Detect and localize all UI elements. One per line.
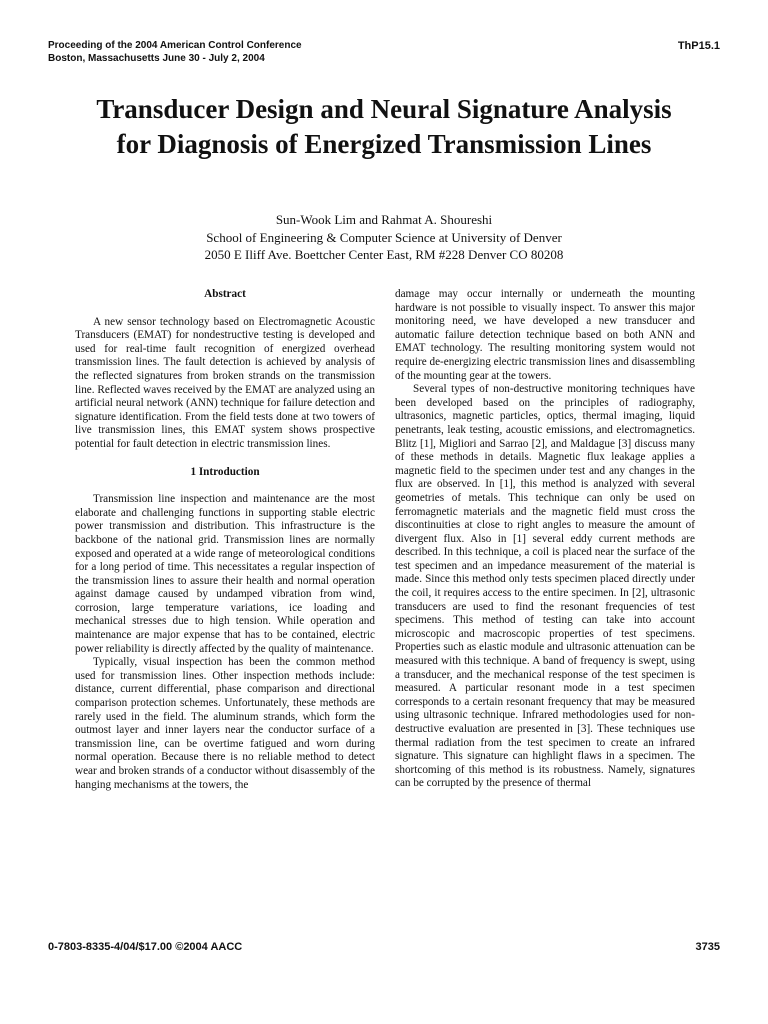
page-number: 3735 xyxy=(695,941,720,953)
body-paragraph: damage may occur internally or underneath the mounting hardware is not possible to visually inspect. To answer this major monitoring need, we have developed a new transducer and automatic failure detection technique based on both ANN and EMAT technology. The resulting monitoring system would not require de-energizing electric transmission lines and disassembling of the mounting gear at the towers. xyxy=(395,288,695,382)
proceeding-line: Proceeding of the 2004 American Control Conference xyxy=(48,40,302,51)
intro-paragraph: Typically, visual inspection has been the common method used for transmission lines. Other inspection methods include: distance, current differential, phase comparison and directional comparison protection schemes. Unfortunately, these methods are rarely used in the field. The aluminum strands, which form the outmost layer and inner layers near the conductor surface of a transmission line, can be overtime fatigued and worn during normal operation. Because there is no reliable method to detect wear and broken strands of a conductor without disassembly of the hanging mechanisms at the towers, the xyxy=(75,656,375,791)
author-address: 2050 E Iliff Ave. Boettcher Center East, RM #228 Denver CO 80208 xyxy=(204,247,564,262)
introduction-heading: 1 Introduction xyxy=(190,465,260,478)
abstract-text: A new sensor technology based on Electromagnetic Acoustic Transducers (EMAT) for nondestructive testing is developed and used for real-time fault recognition of energized overhead transmission lines. The fault detection is achieved by analysis of the reflected signatures from broken strands on the transmission line. Reflected waves received by the EMAT are analyzed using an artificial neural network (ANN) technique for failure detection and signature identification. From the field tests done at two towers of live transmission lines, this EMAT system shows prospective potential for fault detection in electric transmission lines. xyxy=(75,315,375,450)
author-block xyxy=(110,211,658,264)
author-names: Sun-Wook Lim and Rahmat A. Shoureshi xyxy=(275,212,493,227)
author-affiliation: School of Engineering & Computer Science at University of Denver xyxy=(206,229,562,245)
paper-title: Transducer Design and Neural Signature Analysis for Diagnosis of Energized Transmission Lines xyxy=(96,94,672,159)
session-code: ThP15.1 xyxy=(677,40,720,52)
abstract-heading: Abstract xyxy=(204,288,246,300)
right-column xyxy=(395,288,695,791)
body-paragraph: Several types of non-destructive monitoring techniques have been developed based on the principles of radiography, ultrasonics, magnetic particles, optics, thermal imaging, liquid penetrants, leak testing, acoustic emissions, and electromagnetics. Blitz [1], Migliori and Sarrao [2], and Maldague [3] discuss many of these methods in details. Magnetic flux leakage applies a magnetic field to the specimen under test and any changes in the flux are observed. In [1], this method is analyzed with several geometries of metals. This technique can only be used on ferromagnetic materials and the magnetic field must cross the discontinuities at close to right angles to measure the amount of divergent flux. Also in [1] several eddy current methods are described. In this technique, a coil is placed near the surface of the test specimen and an impedance measurement of the material is made. Since this method only tests specimen placed directly under the coil, it requires access to the entire specimen. In [2], ultrasonic transducers are used to find the resonant frequencies of test specimens. This method of testing can take into account microscopic and macroscopic properties of test specimens. Properties such as elastic module and ultrasonic attenuation can be measured with this technique. A band of frequency is swept, using a transducer, and the mechanical response of the test specimen is measured. A particular resonant mode in a test specimen corresponds to a certain resonant frequency that may be measured using ultrasonic technique. Infrared methodologies used for non-destructive evaluation are presented in [3]. These techniques use thermal radiation from the test specimen to create an infrared signature. This signature can highlight flaws in a specimen. The shortcoming of this method is its robustness. Namely, signatures can be corrupted by the presence of thermal xyxy=(395,383,695,790)
left-column xyxy=(75,288,375,792)
conference-header xyxy=(48,40,302,65)
location-line: Boston, Massachusetts June 30 - July 2, 2004 xyxy=(48,52,265,64)
intro-paragraph: Transmission line inspection and maintenance are the most elaborate and challenging functions in supporting stable electric power transmission and distribution. This infrastructure is the backbone of the national grid. Transmission lines are normally exposed and operated at a wide range of meteorological conditions for a long period of time. This necessitates a regular inspection of the transmission lines to assure their health and normal operation against damage caused by undamped vibration from wind, corrosion, large temperature variations, ice loading and mechanical stresses due to high tension. While operation and maintenance are major expense that has to be contained, electric power reliability is directly affected by the quality of maintenance. xyxy=(75,493,375,655)
isbn-footer: 0-7803-8335-4/04/$17.00 ©2004 AACC xyxy=(48,941,243,953)
